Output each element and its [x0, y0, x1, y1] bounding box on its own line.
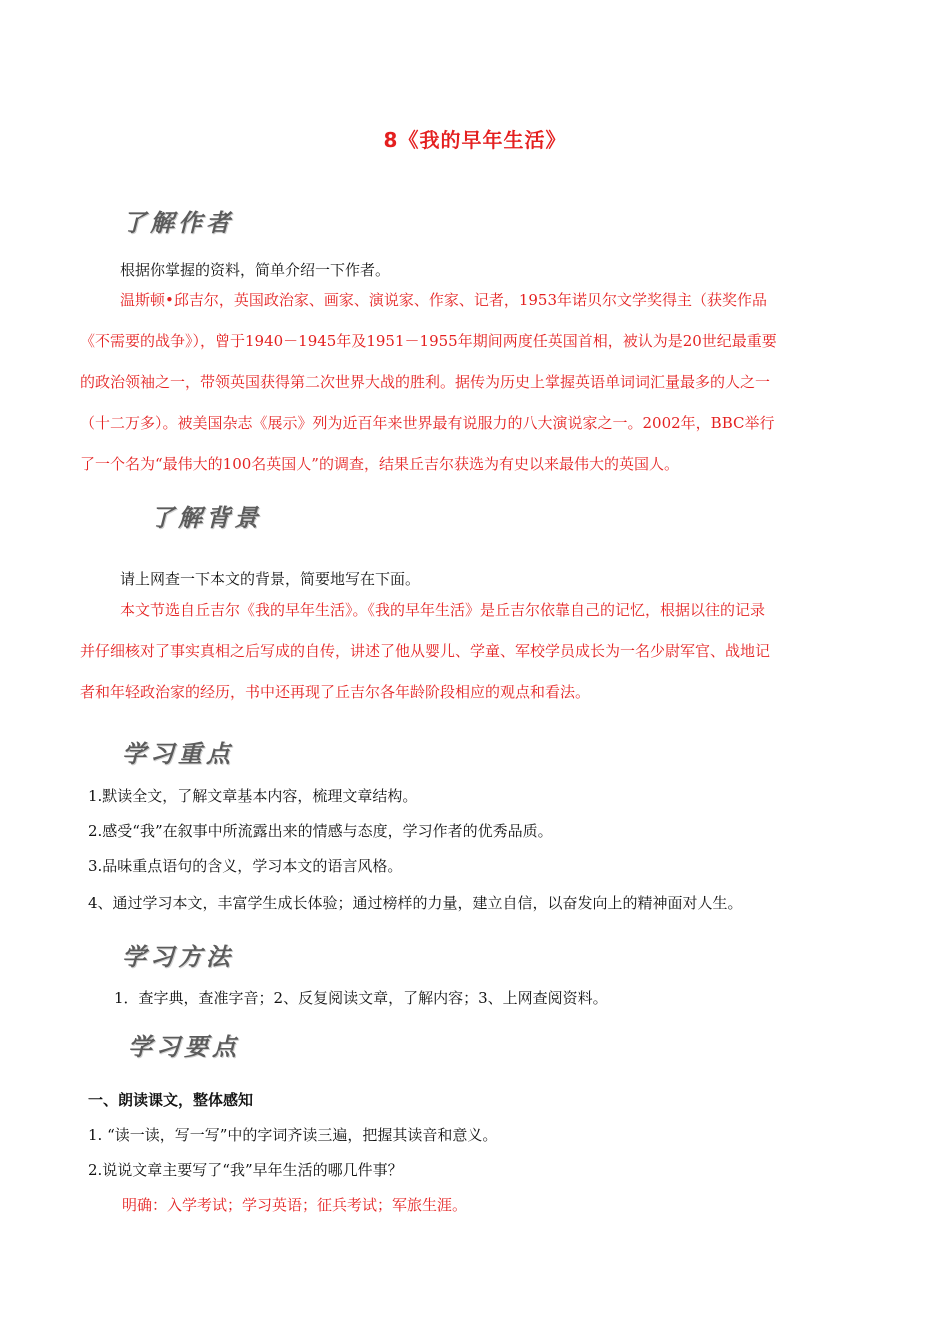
author-answer-line: 《不需要的战争》），曾于1940－1945年及1951－1955年期间两度任英国首相，被认为是20世纪最重要 — [80, 332, 777, 350]
section-heading-background: 了解背景 — [150, 503, 262, 532]
section-heading-author: 了解作者 — [122, 208, 234, 237]
page-title: 8《我的早年生活》 — [383, 128, 567, 152]
section-heading-key-points: 学习要点 — [128, 1032, 240, 1061]
author-answer-line: 温斯顿•邱吉尔，英国政治家、画家、演说家、作家、记者，1953年诺贝尔文学奖得主（获奖作品 — [120, 291, 768, 309]
author-prompt: 根据你掌握的资料，简单介绍一下作者。 — [120, 261, 391, 279]
focus-item: 1.默读全文，了解文章基本内容，梳理文章结构。 — [88, 787, 418, 805]
key-points-item: 2.说说文章主要写了“我”早年生活的哪几件事？ — [88, 1161, 403, 1179]
method-text: 1．查字典，查准字音；2、反复阅读文章，了解内容；3、上网查阅资料。 — [114, 989, 608, 1007]
section-heading-method: 学习方法 — [122, 942, 234, 971]
background-answer-line: 并仔细核对了事实真相之后写成的自传，讲述了他从婴儿、学童、军校学员成长为一名少尉军官、战地记 — [80, 642, 771, 660]
focus-item: 3.品味重点语句的含义，学习本文的语言风格。 — [88, 857, 403, 875]
background-answer-line: 本文节选自丘吉尔《我的早年生活》。《我的早年生活》是丘吉尔依靠自己的记忆，根据以往的记录 — [120, 601, 766, 619]
focus-item: 2.感受“我”在叙事中所流露出来的情感与态度，学习作者的优秀品质。 — [88, 822, 553, 840]
author-answer-line: （十二万多）。被美国杂志《展示》列为近百年来世界最有说服力的八大演说家之一。2002年，BBC举行 — [80, 414, 775, 432]
key-points-subheading: 一、朗读课文，整体感知 — [88, 1091, 254, 1109]
background-answer-line: 者和年轻政治家的经历，书中还再现了丘吉尔各年龄阶段相应的观点和看法。 — [80, 683, 591, 701]
author-answer-line: 的政治领袖之一，带领英国获得第二次世界大战的胜利。据传为历史上掌握英语单词词汇量最多的人之一 — [80, 373, 771, 391]
focus-item: 4、通过学习本文，丰富学生成长体验；通过榜样的力量，建立自信，以奋发向上的精神面对人生。 — [88, 894, 743, 912]
background-prompt: 请上网查一下本文的背景，简要地写在下面。 — [120, 570, 421, 588]
key-points-answer: 明确：入学考试；学习英语；征兵考试；军旅生涯。 — [122, 1196, 468, 1214]
key-points-item: 1. “读一读，写一写”中的字词齐读三遍，把握其读音和意义。 — [88, 1126, 498, 1144]
author-answer-line: 了一个名为“最伟大的100名英国人”的调查，结果丘吉尔获选为有史以来最伟大的英国人。 — [80, 455, 679, 473]
section-heading-focus: 学习重点 — [122, 739, 234, 768]
